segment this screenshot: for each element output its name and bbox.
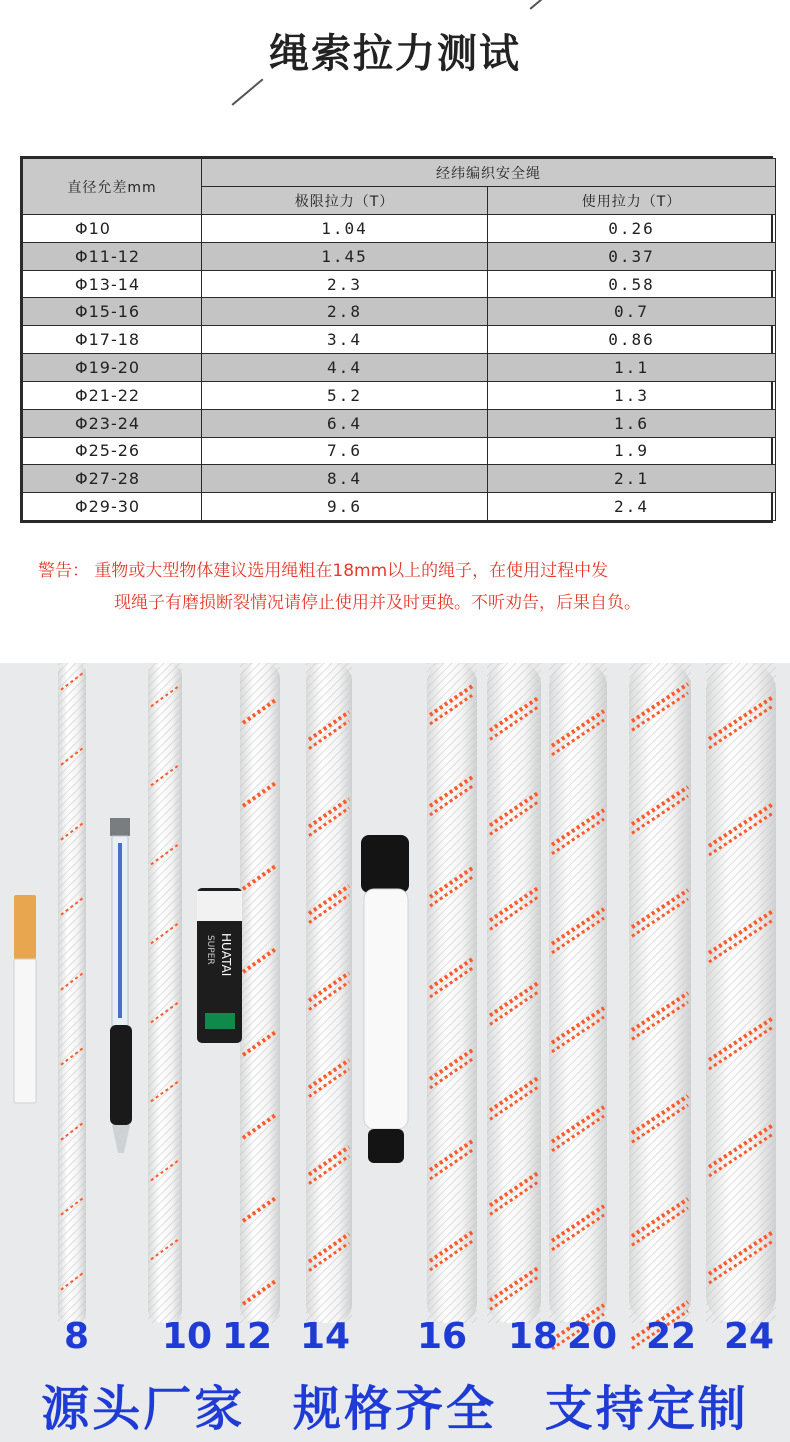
cell-limit-tension: 1.45 <box>202 242 488 270</box>
slogan-full-range: 规格齐全 <box>292 1381 497 1437</box>
cell-limit-tension: 1.04 <box>202 215 488 243</box>
marker-prop <box>361 835 409 1163</box>
size-label-8: 8 <box>64 1316 90 1357</box>
tension-spec-table <box>20 156 773 523</box>
cell-diameter: Φ11-12 <box>23 242 202 270</box>
cell-diameter: Φ27-28 <box>23 465 202 493</box>
size-label-14: 14 <box>300 1316 351 1357</box>
cell-diameter: Φ10 <box>23 215 202 243</box>
cell-use-tension: 0.86 <box>488 326 776 354</box>
cell-diameter: Φ17-18 <box>23 326 202 354</box>
rope-20 <box>549 663 607 1349</box>
cell-limit-tension: 9.6 <box>202 493 488 521</box>
size-label-12: 12 <box>222 1316 273 1357</box>
cell-limit-tension: 3.4 <box>202 326 488 354</box>
header-limit-tension: 极限拉力（T） <box>202 187 488 215</box>
cell-use-tension: 0.26 <box>488 215 776 243</box>
cell-use-tension: 1.6 <box>488 409 776 437</box>
cell-limit-tension: 7.6 <box>202 437 488 465</box>
table-row <box>23 465 776 493</box>
rope-12 <box>240 663 280 1323</box>
cell-diameter: Φ23-24 <box>23 409 202 437</box>
cell-use-tension: 1.1 <box>488 354 776 382</box>
cell-limit-tension: 6.4 <box>202 409 488 437</box>
table-row <box>23 409 776 437</box>
rope-8 <box>58 663 86 1323</box>
size-label-18: 18 <box>508 1316 559 1357</box>
rope-24 <box>706 663 776 1323</box>
table-row <box>23 381 776 409</box>
cell-diameter: Φ19-20 <box>23 354 202 382</box>
warning-notice <box>38 555 778 619</box>
cell-use-tension: 0.58 <box>488 270 776 298</box>
header-use-tension: 使用拉力（T） <box>488 187 776 215</box>
battery-sub-text: SUPER <box>205 935 215 965</box>
slogan-custom: 支持定制 <box>544 1381 749 1437</box>
cell-limit-tension: 5.2 <box>202 381 488 409</box>
cell-use-tension: 2.1 <box>488 465 776 493</box>
page-title: 绳索拉力测试 <box>269 31 521 77</box>
size-label-24: 24 <box>724 1316 775 1357</box>
slogan <box>0 1370 790 1439</box>
rope-18 <box>487 663 541 1323</box>
cell-use-tension: 1.9 <box>488 437 776 465</box>
size-label-22: 22 <box>646 1316 697 1357</box>
rope-16 <box>427 663 477 1323</box>
table-row <box>23 493 776 521</box>
rope-22 <box>629 663 691 1348</box>
table-row <box>23 437 776 465</box>
size-label-10: 10 <box>162 1316 213 1357</box>
header-diameter: 直径允差mm <box>23 159 202 215</box>
slogan-factory: 源头厂家 <box>41 1381 246 1437</box>
cell-use-tension: 0.37 <box>488 242 776 270</box>
cell-limit-tension: 2.8 <box>202 298 488 326</box>
decor-line-top <box>530 0 551 9</box>
table-row <box>23 242 776 270</box>
warning-line-1: 警告： 重物或大型物体建议选用绳粗在18mm以上的绳子，在使用过程中发 <box>38 561 609 581</box>
cell-limit-tension: 2.3 <box>202 270 488 298</box>
rope-10 <box>148 663 182 1323</box>
table-row <box>23 215 776 243</box>
table-row <box>23 270 776 298</box>
cell-limit-tension: 8.4 <box>202 465 488 493</box>
cell-use-tension: 0.7 <box>488 298 776 326</box>
cell-diameter: Φ13-14 <box>23 270 202 298</box>
battery-brand-text: HUATAI <box>219 933 233 977</box>
title-area <box>0 0 790 120</box>
decor-line-bottom <box>232 78 264 105</box>
table-row <box>23 326 776 354</box>
cell-diameter: Φ21-22 <box>23 381 202 409</box>
battery-prop <box>197 888 242 1043</box>
size-label-16: 16 <box>417 1316 468 1357</box>
cell-diameter: Φ25-26 <box>23 437 202 465</box>
header-group: 经纬编织安全绳 <box>202 159 776 187</box>
warning-line-2: 现绳子有磨损断裂情况请停止使用并及时更换。不听劝告，后果自负。 <box>114 593 641 613</box>
size-label-20: 20 <box>567 1316 618 1357</box>
cell-limit-tension: 4.4 <box>202 354 488 382</box>
rope-14 <box>306 663 352 1323</box>
cell-use-tension: 1.3 <box>488 381 776 409</box>
cigarette-prop <box>14 895 36 1103</box>
cell-diameter: Φ15-16 <box>23 298 202 326</box>
table-body <box>23 215 776 521</box>
table-row <box>23 354 776 382</box>
cell-use-tension: 2.4 <box>488 493 776 521</box>
table-row <box>23 298 776 326</box>
cell-diameter: Φ29-30 <box>23 493 202 521</box>
